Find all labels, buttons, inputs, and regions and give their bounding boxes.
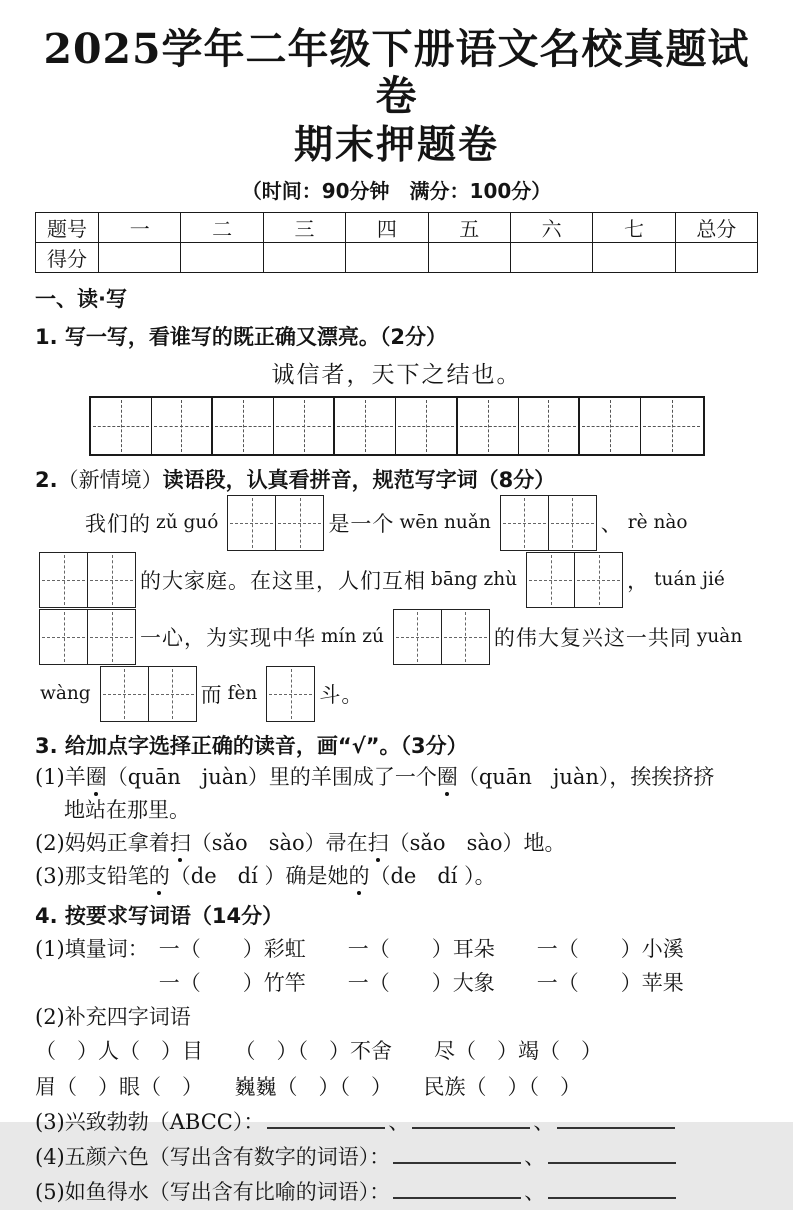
- answer-blank-line: [548, 1180, 676, 1199]
- score-row-label: 得分: [36, 243, 99, 273]
- idiom-fill-row: （ ）人（ ）目 （ ）（ ）不舍 尽（ ）竭（ ）: [35, 1039, 602, 1064]
- q4-item1-rows: [159, 932, 684, 1000]
- tianzige-cell: [519, 398, 580, 454]
- tianzige-cell: [276, 496, 323, 550]
- measure-word-row: 一（ ）彩虹 一（ ）耳朵 一（ ）小溪: [158, 937, 684, 962]
- tianzige-cell: [40, 553, 88, 607]
- text-segment: 的大家庭。在这里，人们互相: [140, 568, 426, 593]
- answer-blank-line: [412, 1110, 530, 1129]
- text-segment: （quān juàn），挨挨挤挤: [457, 765, 715, 790]
- tianzige-cell: [101, 667, 149, 721]
- tianzige-cell: [88, 610, 135, 664]
- q3-item-3: [35, 860, 758, 892]
- emphasis-dot-char: 扫: [170, 827, 191, 859]
- tianzige-cell: [152, 398, 213, 454]
- list-separator: 、: [524, 1180, 546, 1205]
- tianzige-cell: [442, 610, 489, 664]
- answer-blank-line: [267, 1110, 385, 1129]
- emphasis-dot-char: 圈: [86, 761, 107, 793]
- page-title: 2025学年二年级下册语文名校真题试卷: [43, 25, 750, 121]
- score-table-col: 七: [593, 213, 675, 243]
- list-separator: 、: [524, 1145, 546, 1170]
- q1-heading: 1. 写一写，看谁写的既正确又漂亮。（2分）: [35, 325, 448, 350]
- tianzige-cell: [267, 667, 314, 721]
- q2-heading-text: 读语段，认真看拼音，规范写字词（8分）: [162, 468, 556, 493]
- score-table-col: 三: [263, 213, 345, 243]
- score-table-col: 二: [181, 213, 263, 243]
- answer-blank-line: [393, 1180, 521, 1199]
- q4-item5-label: (5)如鱼得水（写出含有比喻的词语）：: [35, 1180, 391, 1205]
- answer-box-2cell: [393, 609, 490, 665]
- score-table-header-row: [36, 213, 758, 243]
- pinyin-text: bāng zhù: [431, 569, 518, 591]
- q4-item-4: [35, 1140, 758, 1175]
- text-segment: （quān juàn）里的羊围成了一个: [106, 765, 437, 790]
- tianzige-cell: [149, 667, 196, 721]
- pinyin-text: wēn nuǎn: [399, 512, 491, 534]
- tianzige-cell: [396, 398, 457, 454]
- emphasis-dot-char: 扫: [368, 827, 389, 859]
- answer-blank-line: [548, 1145, 676, 1164]
- score-table-col: 一: [99, 213, 181, 243]
- score-table: [35, 212, 758, 273]
- q2-line-1: [35, 494, 758, 551]
- score-cell: [675, 243, 757, 273]
- measure-word-row: 一（ ）竹竿 一（ ）大象 一（ ）苹果: [158, 971, 684, 996]
- pinyin-text: mín zú: [321, 626, 384, 648]
- answer-box-2cell: [526, 552, 623, 608]
- q2-line-3: [35, 608, 758, 665]
- q4-item-2-label: (2)补充四字词语: [35, 1005, 191, 1030]
- q2-heading: [35, 464, 758, 494]
- pinyin-text: tuán jié: [654, 569, 725, 591]
- text-segment: 的伟大复兴这一共同: [493, 625, 692, 650]
- list-separator: 、: [533, 1110, 555, 1135]
- q2-context-tag: （新情境）: [57, 468, 163, 493]
- answer-box-2cell: [500, 495, 597, 551]
- tianzige-cell: [228, 496, 276, 550]
- score-table-col: 四: [346, 213, 428, 243]
- score-cell: [263, 243, 345, 273]
- score-table-col: 五: [428, 213, 510, 243]
- score-cell: [510, 243, 592, 273]
- q4-heading: 4. 按要求写词语（14分）: [35, 904, 284, 929]
- text-segment: 是一个: [328, 511, 395, 536]
- tianzige-cell: [274, 398, 335, 454]
- pinyin-text: zǔ guó: [156, 512, 219, 534]
- answer-blank-line: [557, 1110, 675, 1129]
- text-segment: （de dí ）。: [369, 864, 496, 889]
- score-table-col: 总分: [675, 213, 757, 243]
- score-table-label: 题号: [36, 213, 99, 243]
- score-cell: [181, 243, 263, 273]
- answer-box-2cell: [39, 609, 136, 665]
- text-segment: 、: [600, 511, 623, 536]
- text-segment: 斗。: [319, 682, 364, 707]
- tianzige-cell: [88, 553, 135, 607]
- pinyin-text: fèn: [227, 683, 258, 705]
- score-cell: [593, 243, 675, 273]
- page-subtitle-title: 期末押题卷: [293, 122, 499, 169]
- text-segment: （sǎo sào）帚在: [190, 831, 368, 856]
- score-table-col: 六: [510, 213, 592, 243]
- text-segment: (3)那支铅笔: [35, 864, 149, 889]
- text-segment: 一心，为实现中华: [140, 625, 316, 650]
- q4-item-5: [35, 1175, 758, 1210]
- q3-item-2: [35, 827, 758, 859]
- q2-number: 2.: [35, 468, 58, 493]
- pinyin-text: yuàn: [696, 626, 743, 648]
- tianzige-cell: [641, 398, 702, 454]
- answer-box-2cell: [100, 666, 197, 722]
- tianzige-cell: [213, 398, 274, 454]
- q3-heading: 3. 给加点字选择正确的读音，画“√”。（3分）: [35, 734, 468, 759]
- q2-line-2: [35, 551, 758, 608]
- text-segment: (1)羊: [35, 765, 86, 790]
- list-separator: 、: [388, 1110, 410, 1135]
- emphasis-dot-char: 圈: [437, 761, 458, 793]
- q3-item-1: [35, 761, 758, 793]
- q3-item-1-line2: 地站在那里。: [64, 798, 190, 823]
- text-segment: 而: [200, 682, 223, 707]
- score-table-score-row: [36, 243, 758, 273]
- text-segment: ，: [627, 568, 650, 593]
- pinyin-text: wàng: [40, 683, 91, 705]
- tianzige-cell: [458, 398, 519, 454]
- tianzige-cell: [335, 398, 396, 454]
- q4-item-3: [35, 1105, 758, 1140]
- q4-item3-label: (3)兴致勃勃（ABCC）：: [35, 1110, 265, 1135]
- pinyin-text: rè nào: [627, 512, 688, 534]
- score-cell: [99, 243, 181, 273]
- tianzige-cell: [580, 398, 641, 454]
- emphasis-dot-char: 的: [149, 860, 170, 892]
- tianzige-cell: [501, 496, 549, 550]
- text-segment: 我们的: [85, 511, 151, 536]
- score-cell: [346, 243, 428, 273]
- answer-box-2cell: [227, 495, 324, 551]
- tianzige-cell: [394, 610, 442, 664]
- tianzige-cell: [40, 610, 88, 664]
- q1-writing-grid: [89, 396, 705, 456]
- tianzige-cell: [549, 496, 596, 550]
- answer-box-1cell: [266, 666, 315, 722]
- text-segment: （de dí ）确是她: [169, 864, 349, 889]
- answer-box-2cell: [39, 552, 136, 608]
- q1-copy-text: 诚信者，天下之结也。: [271, 362, 522, 389]
- q4-item-1: [35, 932, 758, 1000]
- q4-item4-label: (4)五颜六色（写出含有数字的词语）：: [35, 1145, 391, 1170]
- emphasis-dot-char: 的: [348, 860, 369, 892]
- tianzige-cell: [575, 553, 622, 607]
- exam-time-score-note: （时间：90分钟 满分：100分）: [241, 179, 552, 204]
- tianzige-cell: [91, 398, 152, 454]
- text-segment: （sǎo sào）地。: [388, 831, 566, 856]
- text-segment: (2)妈妈正拿着: [35, 831, 170, 856]
- idiom-fill-row: 眉（ ）眼（ ） 巍巍（ ）（ ） 民族（ ）（ ）: [35, 1075, 581, 1100]
- score-cell: [428, 243, 510, 273]
- section-title: 一、读·写: [35, 287, 127, 312]
- q4-item1-label: (1)填量词：: [35, 937, 149, 962]
- q2-line-4: [35, 665, 758, 722]
- tianzige-cell: [527, 553, 575, 607]
- answer-blank-line: [393, 1145, 521, 1164]
